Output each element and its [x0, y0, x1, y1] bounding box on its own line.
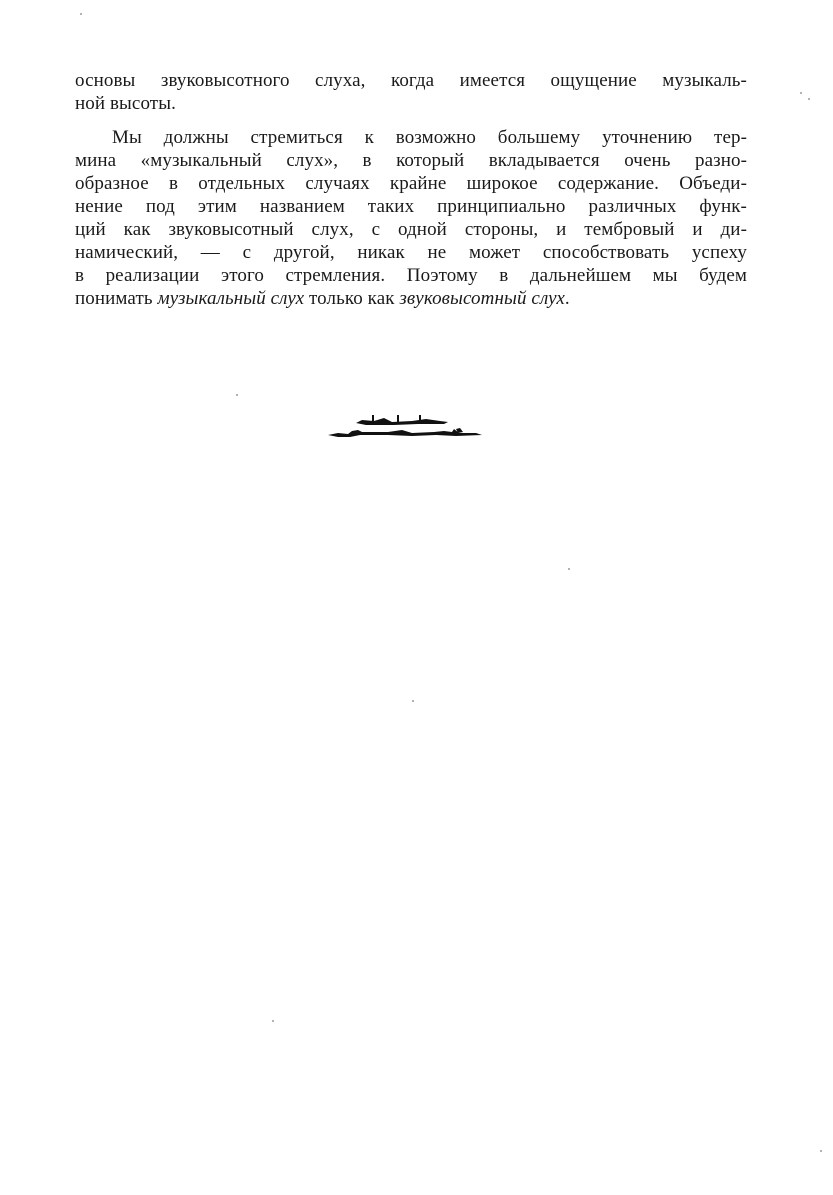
scan-speck	[808, 98, 810, 100]
text-line: ной высоты.	[75, 93, 176, 114]
scan-speck	[272, 1020, 274, 1022]
scan-speck	[236, 394, 238, 396]
text-line-final	[75, 287, 747, 310]
scan-speck	[80, 13, 82, 15]
text-line: образное в отдельных случаях крайне широкое содержание. Объеди-	[75, 173, 747, 194]
text-run: только как	[304, 288, 400, 309]
text-line: мина «музыкальный слух», в который вкладывается очень разно-	[75, 150, 747, 171]
text-line: в реализации этого стремления. Поэтому в дальнейшем мы будем	[75, 265, 747, 286]
scan-speck	[568, 568, 570, 570]
text-line: Мы должны стремиться к возможно большему уточнению тер-	[112, 127, 747, 148]
text-line: ций как звуковысотный слух, с одной стороны, и тембровый и ди-	[75, 219, 747, 240]
paragraph-2	[75, 126, 747, 310]
decorative-end-rule-icon	[326, 411, 486, 441]
scan-speck	[820, 1150, 822, 1152]
scan-speck	[800, 92, 802, 94]
text-line: нение под этим названием таких принципиально различных функ-	[75, 196, 747, 217]
text-run: понимать	[75, 288, 158, 309]
text-line: основы звуковысотного слуха, когда имеется ощущение музыкаль-	[75, 70, 747, 91]
scan-speck	[412, 700, 414, 702]
paragraph-1	[75, 69, 747, 115]
text-run: .	[564, 288, 570, 309]
emphasized-term: музыкальный слух	[157, 288, 305, 309]
text-line: намический, — с другой, никак не может способствовать успеху	[75, 242, 747, 263]
emphasized-term: звуковысотный слух	[399, 288, 565, 309]
body-text	[75, 69, 747, 310]
